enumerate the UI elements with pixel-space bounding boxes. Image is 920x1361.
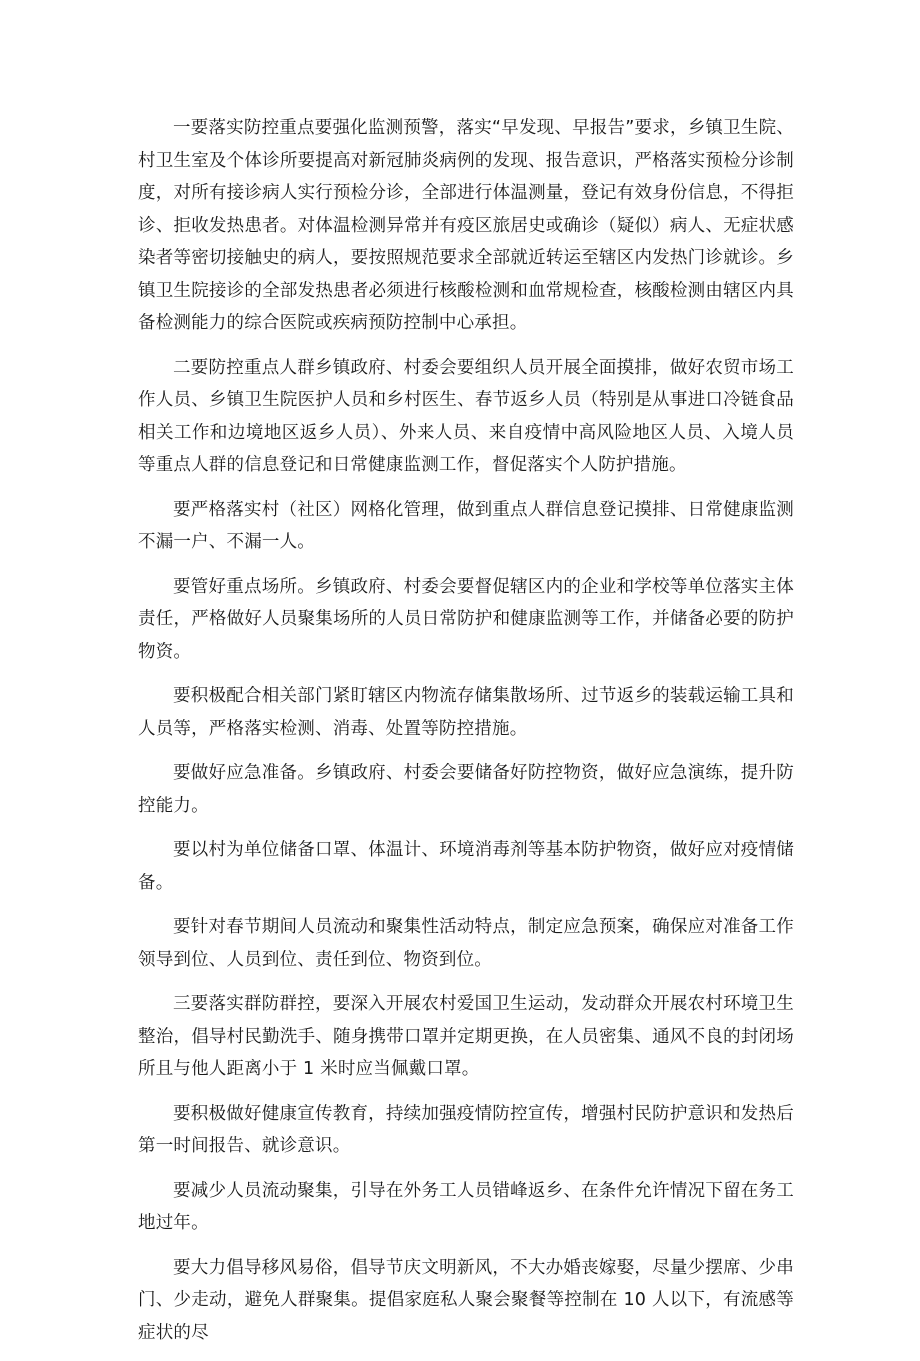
- paragraph-11: 要减少人员流动聚集，引导在外务工人员错峰返乡、在条件允许情况下留在务工地过年。: [138, 1180, 794, 1233]
- paragraph-3: 要严格落实村（社区）网格化管理，做到重点人群信息登记摸排、日常健康监测不漏一户、不漏一人。: [138, 499, 794, 552]
- paragraph-2: 二要防控重点人群乡镇政府、村委会要组织人员开展全面摸排，做好农贸市场工作人员、乡镇卫生院医护人员和乡村医生、春节返乡人员（特别是从事进口冷链食品相关工作和边境地区返乡人员）、外来人员、来自疫情中高风险地区人员、入境人员等重点人群的信息登记和日常健康监测工作，督促落实个人防护措施。: [138, 357, 794, 475]
- paragraph-12: 要大力倡导移风易俗，倡导节庆文明新风，不大办婚丧嫁娶，尽量少摆席、少串门、少走动，避免人群聚集。提倡家庭私人聚会聚餐等控制在 10 人以下，有流感等症状的尽: [138, 1257, 794, 1343]
- paragraph-5: 要积极配合相关部门紧盯辖区内物流存储集散场所、过节返乡的装载运输工具和人员等，严格落实检测、消毒、处置等防控措施。: [138, 686, 794, 739]
- paragraph-6: 要做好应急准备。乡镇政府、村委会要储备好防控物资，做好应急演练，提升防控能力。: [138, 763, 794, 816]
- paragraph-8: 要针对春节期间人员流动和聚集性活动特点，制定应急预案，确保应对准备工作领导到位、人员到位、责任到位、物资到位。: [138, 917, 794, 970]
- document-body: [138, 112, 794, 1361]
- paragraph-1: 一要落实防控重点要强化监测预警，落实“早发现、早报告”要求，乡镇卫生院、村卫生室及个体诊所要提高对新冠肺炎病例的发现、报告意识，严格落实预检分诊制度，对所有接诊病人实行预检分诊，全部进行体温测量，登记有效身份信息，不得拒诊、拒收发热患者。对体温检测异常并有疫区旅居史或确诊（疑似）病人、无症状感染者等密切接触史的病人，要按照规范要求全部就近转运至辖区内发热门诊就诊。乡镇卫生院接诊的全部发热患者必须进行核酸检测和血常规检查，核酸检测由辖区内具备检测能力的综合医院或疾病预防控制中心承担。: [138, 118, 794, 333]
- paragraph-10: 要积极做好健康宣传教育，持续加强疫情防控宣传，增强村民防护意识和发热后第一时间报告、就诊意识。: [138, 1103, 794, 1156]
- paragraph-4: 要管好重点场所。乡镇政府、村委会要督促辖区内的企业和学校等单位落实主体责任，严格做好人员聚集场所的人员日常防护和健康监测等工作，并储备必要的防护物资。: [138, 576, 794, 662]
- paragraph-7: 要以村为单位储备口罩、体温计、环境消毒剂等基本防护物资，做好应对疫情储备。: [138, 840, 794, 893]
- paragraph-9: 三要落实群防群控，要深入开展农村爱国卫生运动，发动群众开展农村环境卫生整治，倡导村民勤洗手、随身携带口罩并定期更换，在人员密集、通风不良的封闭场所且与他人距离小于 1 米时应当佩戴口罩。: [138, 994, 794, 1079]
